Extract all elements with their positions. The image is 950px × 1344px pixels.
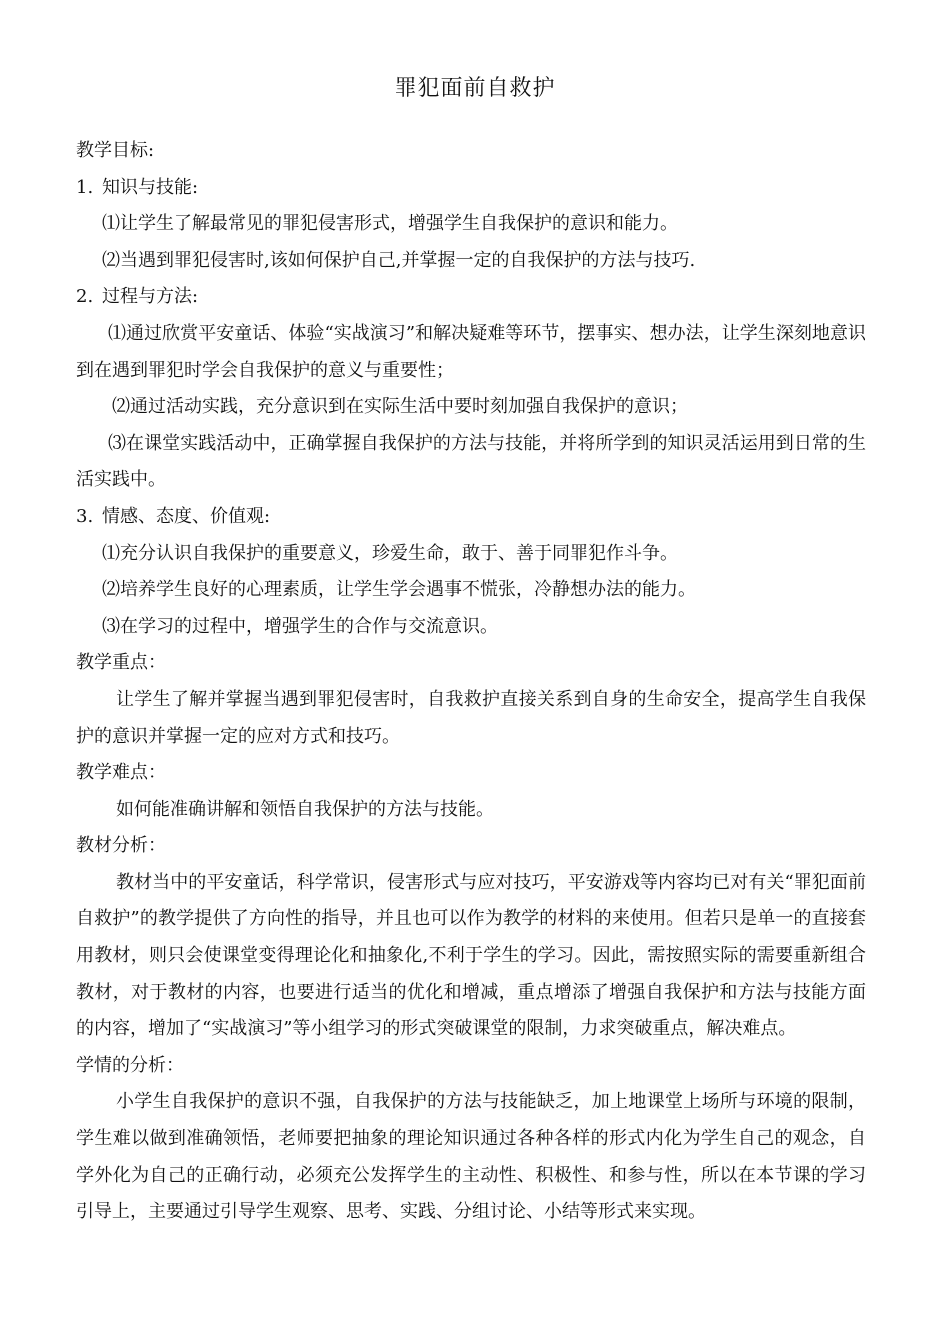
student-analysis-heading: 学情的分析：: [76, 1054, 184, 1076]
document-title: 罪犯面前自救护: [394, 76, 556, 101]
difficulties-text: 如何能准确讲解和领悟自我保护的方法与技能。: [116, 798, 494, 820]
process-item-2: ⑵通过活动实践，充分意识到在实际生活中要时刻加强自我保护的意识；: [112, 396, 688, 418]
knowledge-item-2: ⑵当遇到罪犯侵害时,该如何保护自己,并掌握一定的自我保护的方法与技巧.: [102, 249, 696, 271]
student-analysis-text: 小学生自我保护的意识不强，自我保护的方法与技能缺乏，加上地课堂上场所与环境的限制，学生难以做到准确领悟，老师要把抽象的理论知识通过各种各样的形式内化为学生自己的观念，自学外化为自己的正确行动，必须充公发挥学生的主动性、积极性、和参与性，所以在本节课的学习引导上，主要通过引导学生观察、思考、实践、分组讨论、小结等形式来实现。: [76, 1091, 866, 1223]
emotion-item-2: ⑵培养学生良好的心理素质，让学生学会遇事不慌张，冷静想办法的能力。: [102, 579, 696, 601]
document-body: [76, 133, 866, 1231]
material-analysis-text: 教材当中的平安童话，科学常识，侵害形式与应对技巧，平安游戏等内容均已对有关“罪犯面前自救护”的教学提供了方向性的指导，并且也可以作为教学的材料的来使用。但若只是单一的直接套用教材，则只会使课堂变得理论化和抽象化,不利于学生的学习。因此，需按照实际的需要重新组合教材，对于教材的内容，也要进行适当的优化和增减，重点增添了增强自我保护和方法与技能方面的内容，增加了“实战演习”等小组学习的形式突破课堂的限制，力求突破重点，解决难点。: [76, 871, 866, 1040]
knowledge-number: 1.: [76, 176, 94, 198]
objectives-heading: 教学目标:: [76, 140, 155, 161]
key-points-text: 让学生了解并掌握当遇到罪犯侵害时，自我救护直接关系到自身的生命安全，提高学生自我保护的意识并掌握一定的应对方式和技巧。: [76, 688, 866, 747]
emotion-section-heading: [76, 499, 866, 536]
process-heading: 过程与方法:: [102, 286, 199, 308]
difficulties-heading: 教学难点：: [76, 762, 166, 784]
key-points-heading: 教学重点：: [76, 652, 166, 674]
emotion-item-1: ⑴充分认识自我保护的重要意义，珍爱生命，敢于、善于同罪犯作斗争。: [102, 542, 678, 564]
process-item-1: ⑴通过欣赏平安童话、体验“实战演习”和解决疑难等环节，摆事实、想办法，让学生深刻地意识到在遇到罪犯时学会自我保护的意义与重要性；: [76, 322, 866, 381]
knowledge-section-heading: [76, 170, 866, 207]
process-section-heading: [76, 279, 866, 316]
material-analysis-heading: 教材分析：: [76, 835, 166, 857]
knowledge-item-1: ⑴让学生了解最常见的罪犯侵害形式，增强学生自我保护的意识和能力。: [102, 213, 678, 235]
emotion-heading: 情感、态度、价值观:: [102, 505, 271, 527]
process-number: 2.: [76, 286, 94, 308]
process-item-3: ⑶在课堂实践活动中，正确掌握自我保护的方法与技能，并将所学到的知识灵活运用到日常的生活实践中。: [76, 432, 866, 491]
knowledge-heading: 知识与技能:: [102, 176, 199, 198]
emotion-item-3: ⑶在学习的过程中，增强学生的合作与交流意识。: [102, 615, 498, 637]
emotion-number: 3.: [76, 505, 94, 527]
